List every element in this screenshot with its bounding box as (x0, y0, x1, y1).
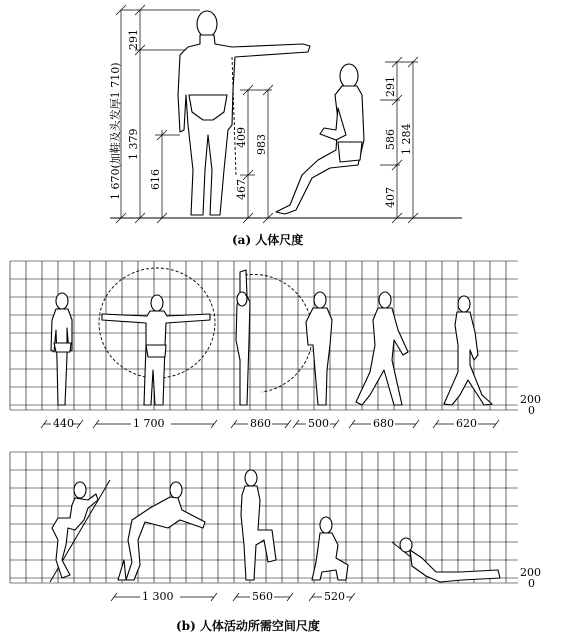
figure-ladder-climb (50, 480, 110, 582)
figure-side-standing (306, 292, 332, 405)
row-1-width-dims (41, 416, 499, 430)
row1-zero-label: 0 (528, 404, 535, 417)
seated-total-label: 1 284 (400, 123, 413, 155)
head-height-label: 291 (127, 29, 140, 50)
caption-a: (a) 人体尺度 (232, 233, 304, 247)
caption-b: (b) 人体活动所需空间尺度 (176, 619, 320, 633)
row2-zero-label: 0 (528, 577, 535, 590)
hand-height-label: 616 (149, 169, 162, 190)
width-440: 440 (53, 417, 74, 430)
figure-walking-1 (356, 292, 408, 405)
arm-upper-label: 409 (235, 127, 248, 148)
width-1300: 1 300 (142, 590, 174, 603)
part-a-human-scale (108, 5, 462, 247)
width-560: 560 (252, 590, 273, 603)
total-height-label: 1 670(加鞋及头发厚1 710) (109, 62, 122, 200)
row2-scale-label: 200 (520, 566, 541, 579)
width-860: 860 (250, 417, 271, 430)
row1-scale-label: 200 (520, 393, 541, 406)
figure-arms-spread (99, 268, 215, 405)
width-520: 520 (324, 590, 345, 603)
seated-seat-label: 407 (384, 187, 397, 208)
row-2-figures (50, 470, 500, 582)
shoulder-height-label: 1 379 (127, 128, 140, 160)
figure-walking-2 (444, 296, 492, 405)
width-500: 500 (308, 417, 329, 430)
figure-reaching-forward (118, 482, 205, 580)
width-1700: 1 700 (133, 417, 165, 430)
width-620: 620 (456, 417, 477, 430)
grid-row-1-vertical (10, 261, 506, 410)
figure-step-up (241, 470, 276, 580)
seated-figure (276, 64, 364, 214)
width-680: 680 (373, 417, 394, 430)
figure-front-standing (51, 293, 72, 405)
arm-mid-label: 983 (255, 134, 268, 155)
seated-head-label: 291 (384, 76, 397, 97)
figure-arm-raised (236, 270, 313, 405)
arm-lower-label: 467 (235, 179, 248, 200)
seated-trunk-label: 586 (384, 129, 397, 150)
figure-squatting (312, 517, 348, 580)
row-2-width-dims (111, 589, 355, 603)
